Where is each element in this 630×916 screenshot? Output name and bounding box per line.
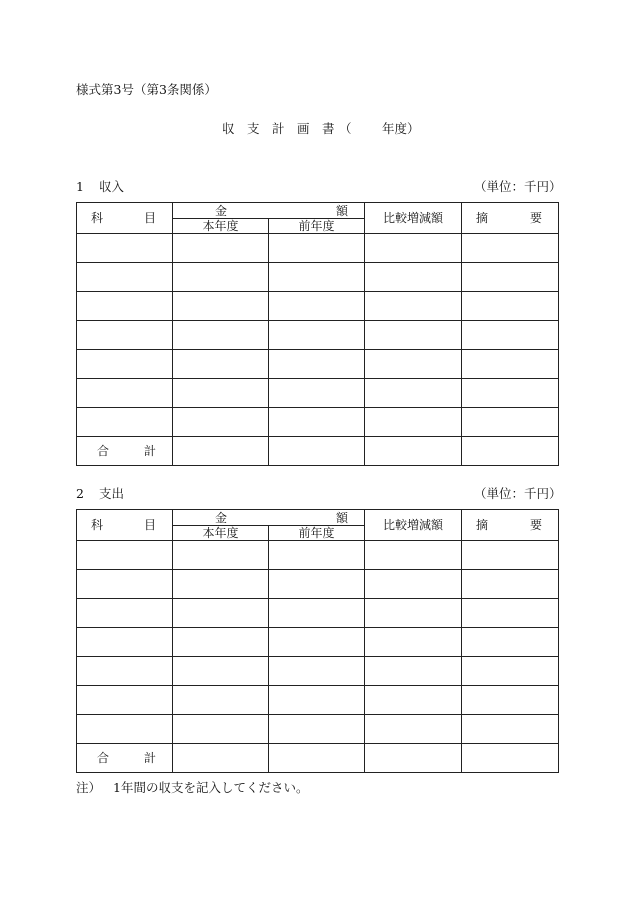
subject-cell[interactable] [77, 408, 173, 437]
remarks-header: 摘 要 [462, 203, 559, 234]
remarks-cell[interactable] [462, 263, 559, 292]
total-label: 合 計 [77, 744, 173, 773]
remarks-cell[interactable] [462, 715, 559, 744]
remarks-total-cell[interactable] [462, 437, 559, 466]
comparison-cell[interactable] [365, 570, 462, 599]
previous-year-cell[interactable] [269, 628, 365, 657]
subject-cell[interactable] [77, 599, 173, 628]
remarks-cell[interactable] [462, 657, 559, 686]
subject-cell[interactable] [77, 570, 173, 599]
title-year-suffix: 年度） [382, 121, 420, 136]
subject-header: 科 目 [77, 203, 173, 234]
section-number: 1 [76, 179, 84, 194]
previous-year-cell[interactable] [269, 379, 365, 408]
remarks-header: 摘 要 [462, 510, 559, 541]
current-year-total-cell[interactable] [173, 437, 269, 466]
remarks-cell[interactable] [462, 234, 559, 263]
previous-year-cell[interactable] [269, 686, 365, 715]
section-heading-expenditure [76, 488, 124, 501]
comparison-cell[interactable] [365, 715, 462, 744]
current-year-cell[interactable] [173, 570, 269, 599]
table-row [77, 715, 559, 744]
previous-year-total-cell[interactable] [269, 437, 365, 466]
comparison-cell[interactable] [365, 379, 462, 408]
subject-cell[interactable] [77, 715, 173, 744]
current-year-cell[interactable] [173, 541, 269, 570]
total-row [77, 744, 559, 773]
subject-cell[interactable] [77, 686, 173, 715]
title-char: 収 [222, 121, 235, 136]
unit-label: （単位：千円） [474, 486, 562, 501]
section-title: 支出 [98, 486, 124, 501]
remarks-cell[interactable] [462, 599, 559, 628]
subject-cell[interactable] [77, 263, 173, 292]
table-row [77, 350, 559, 379]
comparison-cell[interactable] [365, 408, 462, 437]
amount-header: 金 額 [173, 203, 365, 219]
subject-cell[interactable] [77, 321, 173, 350]
section-heading-income [76, 181, 124, 194]
comparison-header: 比較増減額 [365, 510, 462, 541]
comparison-cell[interactable] [365, 350, 462, 379]
previous-year-cell[interactable] [269, 350, 365, 379]
total-label: 合 計 [77, 437, 173, 466]
table-row [77, 628, 559, 657]
current-year-total-cell[interactable] [173, 744, 269, 773]
title-char: 計 [272, 121, 285, 136]
title-char: 支 [247, 121, 260, 136]
comparison-cell[interactable] [365, 657, 462, 686]
current-year-cell[interactable] [173, 263, 269, 292]
previous-year-header: 前年度 [269, 219, 365, 234]
previous-year-cell[interactable] [269, 657, 365, 686]
previous-year-header: 前年度 [269, 526, 365, 541]
previous-year-cell[interactable] [269, 234, 365, 263]
remarks-cell[interactable] [462, 321, 559, 350]
previous-year-cell[interactable] [269, 570, 365, 599]
current-year-cell[interactable] [173, 715, 269, 744]
table-row [77, 686, 559, 715]
comparison-cell[interactable] [365, 686, 462, 715]
comparison-cell[interactable] [365, 628, 462, 657]
previous-year-cell[interactable] [269, 292, 365, 321]
previous-year-cell[interactable] [269, 408, 365, 437]
subject-cell[interactable] [77, 541, 173, 570]
table-row [77, 292, 559, 321]
comparison-cell[interactable] [365, 292, 462, 321]
comparison-cell[interactable] [365, 263, 462, 292]
remarks-cell[interactable] [462, 350, 559, 379]
table-row [77, 408, 559, 437]
table-row [77, 570, 559, 599]
remarks-cell[interactable] [462, 379, 559, 408]
table-row [77, 321, 559, 350]
subject-cell[interactable] [77, 234, 173, 263]
current-year-cell[interactable] [173, 292, 269, 321]
previous-year-cell[interactable] [269, 541, 365, 570]
table-row [77, 599, 559, 628]
current-year-cell[interactable] [173, 408, 269, 437]
expenditure-table [76, 509, 559, 773]
section-title: 収入 [98, 179, 124, 194]
table-row [77, 541, 559, 570]
remarks-cell[interactable] [462, 541, 559, 570]
remarks-cell[interactable] [462, 292, 559, 321]
previous-year-total-cell[interactable] [269, 744, 365, 773]
current-year-header: 本年度 [173, 526, 269, 541]
amount-header: 金 額 [173, 510, 365, 526]
footnote-marker: 注） [76, 780, 102, 795]
subject-cell[interactable] [77, 379, 173, 408]
table-row [77, 263, 559, 292]
current-year-cell[interactable] [173, 350, 269, 379]
comparison-header: 比較増減額 [365, 203, 462, 234]
previous-year-cell[interactable] [269, 715, 365, 744]
previous-year-cell[interactable] [269, 599, 365, 628]
previous-year-cell[interactable] [269, 321, 365, 350]
current-year-cell[interactable] [173, 657, 269, 686]
comparison-cell[interactable] [365, 234, 462, 263]
comparison-cell[interactable] [365, 599, 462, 628]
remarks-cell[interactable] [462, 408, 559, 437]
table-row [77, 379, 559, 408]
remarks-cell[interactable] [462, 628, 559, 657]
table-row [77, 234, 559, 263]
current-year-header: 本年度 [173, 219, 269, 234]
current-year-cell[interactable] [173, 321, 269, 350]
remarks-cell[interactable] [462, 570, 559, 599]
subject-cell[interactable] [77, 628, 173, 657]
subject-cell[interactable] [77, 292, 173, 321]
total-row [77, 437, 559, 466]
comparison-total-cell[interactable] [365, 437, 462, 466]
comparison-total-cell[interactable] [365, 744, 462, 773]
title-char: 画 [297, 121, 310, 136]
footnote-text: 1年間の収支を記入してください。 [113, 780, 309, 795]
comparison-cell[interactable] [365, 541, 462, 570]
unit-label: （単位：千円） [474, 179, 562, 194]
subject-cell[interactable] [77, 350, 173, 379]
previous-year-cell[interactable] [269, 263, 365, 292]
comparison-cell[interactable] [365, 321, 462, 350]
current-year-cell[interactable] [173, 599, 269, 628]
remarks-total-cell[interactable] [462, 744, 559, 773]
subject-cell[interactable] [77, 657, 173, 686]
footnote [76, 782, 308, 795]
title-char: （ [339, 121, 352, 136]
table-row [77, 657, 559, 686]
current-year-cell[interactable] [173, 234, 269, 263]
income-table [76, 202, 559, 466]
remarks-cell[interactable] [462, 686, 559, 715]
section-number: 2 [76, 486, 84, 501]
current-year-cell[interactable] [173, 628, 269, 657]
current-year-cell[interactable] [173, 686, 269, 715]
form-label: 様式第3号（第3条関係） [76, 82, 217, 97]
current-year-cell[interactable] [173, 379, 269, 408]
title-char: 書 [322, 121, 335, 136]
subject-header: 科 目 [77, 510, 173, 541]
